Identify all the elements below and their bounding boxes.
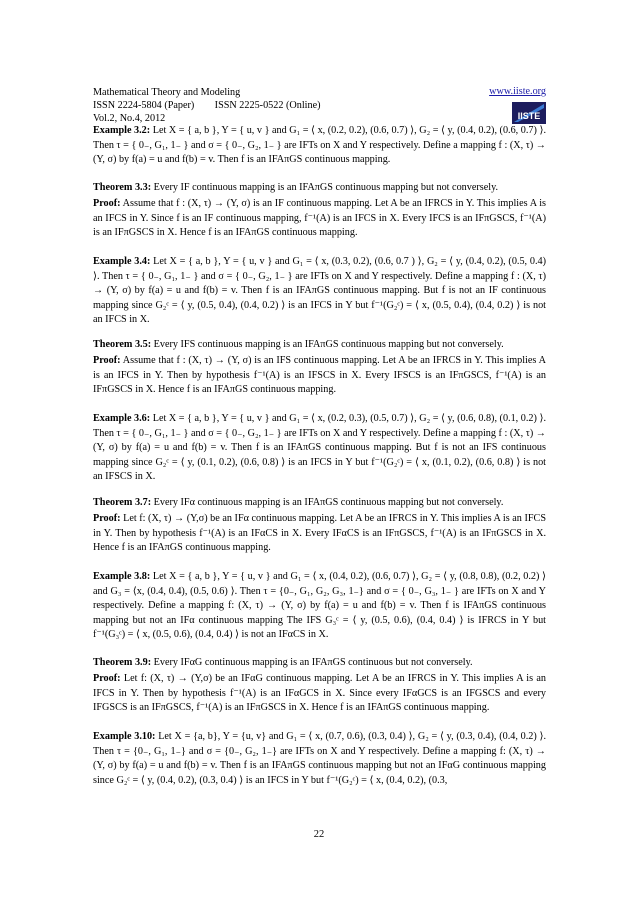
theorem-3-5 <box>93 338 546 353</box>
proof-3-9 <box>93 672 546 716</box>
theorem-3-7 <box>93 496 546 511</box>
issn-line: ISSN 2224-5804 (Paper) ISSN 2225-0522 (Online) <box>93 100 321 111</box>
example-3-10-text: Let X = {a, b}, Y = {u, v} and G₁ = ⟨ x, (0.7, 0.6), (0.3, 0.4) ⟩, G₂ = ⟨ y, (0.3, 0.4), (0.4, 0.2) ⟩. Then τ = {0₋, G₁, 1₋} and σ = {0₋, G₂, 1₋} are IFTs on X and Y respectively. Define a mapping f: (X, τ) → (Y, σ) by f(a) = u and f(b) = v. Then f is an IFAπGS continuous mapping but not an IFαG continuous mapping since G₂ᶜ = ⟨ y, (0.4, 0.2), (0.3, 0.4) ⟩ is an IFCS in Y but f⁻¹(G₂ᶜ) = ⟨ x, (0.4, 0.2), (0.3, <box>93 731 546 786</box>
example-3-8-label: Example 3.8: <box>93 571 151 582</box>
svg-text:IISTE: IISTE <box>517 111 541 121</box>
theorem-3-5-label: Theorem 3.5: <box>93 339 152 350</box>
example-3-6 <box>93 412 546 485</box>
proof-3-9-text: Let f: (X, τ) → (Y,σ) be an IFαG continuous mapping. Let A be an IFRCS in Y. This implies A is an IFCS in Y. Then by hypothesis f⁻¹(A) is an IFαGCS in X. Since every IFαGCS is an IFGSCS and every IFGSCS is an IFπGSCS, f⁻¹(A) is an IFπGSCS in X. Hence f is an IFAπGS continuous mapping. <box>93 673 546 714</box>
example-3-8 <box>93 570 546 643</box>
example-3-10-label: Example 3.10: <box>93 731 156 742</box>
example-3-2-text: Let X = { a, b }, Y = { u, v } and G₁ = ⟨ x, (0.2, 0.2), (0.6, 0.7) ⟩, G₂ = ⟨ y, (0.4, 0.2), (0.6, 0.7) ⟩. Then τ = { 0₋, G₁, 1₋ } and σ = { 0₋, G₂, 1₋ } are IFTs on X and Y respectively. Define a mapping f : (X, τ) → (Y, σ) by f(a) = u and f(b) = v. Then f is an IFAπGS continuous mapping. <box>93 125 546 166</box>
example-3-2-label: Example 3.2: <box>93 125 151 136</box>
theorem-3-9-label: Theorem 3.9: <box>93 657 152 668</box>
proof-3-9-label: Proof: <box>93 673 121 684</box>
proof-3-7-text: Let f: (X, τ) → (Y,σ) be an IFα continuous mapping. Let A be an IFRCS in Y. This implies A is an IFCS in Y. Then by hypothesis f⁻¹(A) is an IFαCS in X. Every IFαCS is an IFπGSCS, f⁻¹(A) is an IFπGSCS in X. Hence f is an IFAπGS continuous mapping. <box>93 513 546 554</box>
theorem-3-3-text: Every IF continuous mapping is an IFAπGS continuous mapping but not conversely. <box>151 182 499 193</box>
proof-3-3-label: Proof: <box>93 198 121 209</box>
example-3-8-text: Let X = { a, b }, Y = { u, v } and G₁ = ⟨ x, (0.4, 0.2), (0.6, 0.7) ⟩, G₂ = ⟨ y, (0.8, 0.8), (0.2, 0.2) ⟩ and G₃ = ⟨x, (0.4, 0.4), (0.5, 0.6) ⟩. Then τ = {0₋, G₁, G₂, G₃, 1₋} and σ = { 0₋, G₃, 1₋ } are IFTs on X and Y respectively. Define a mapping f: (X, τ) → (Y, σ) by f(a) = u and f(b) = v. Then f is IFAπGS continuous mapping but not an IFα continuous mapping The IFS G₃ᶜ = ⟨ y, (0.5, 0.6), (0.4, 0.4) ⟩ is IFRCS in Y but f⁻¹(G₃ᶜ) = ⟨ x, (0.5, 0.6), (0.4, 0.4) ⟩ is not an IFαCS in X. <box>93 571 546 641</box>
proof-3-3 <box>93 197 546 241</box>
page-number: 22 <box>313 829 325 840</box>
proof-3-5 <box>93 354 546 398</box>
example-3-4 <box>93 255 546 328</box>
theorem-3-3 <box>93 181 546 196</box>
proof-3-7 <box>93 512 546 556</box>
example-3-4-text: Let X = { a, b }, Y = { u, v } and G₁ = ⟨ x, (0.3, 0.2), (0.6, 0.7 ) ⟩, G₂ = ⟨ y, (0.4, 0.2), (0.5, 0.4) ⟩. Then τ = { 0₋, G₁, 1₋ } and σ = { 0₋, G₂, 1₋ } are IFTs on X and Y respectively. Define a mapping f : (X, τ) → (Y, σ) by f(a) = u and f(b) = v. Then f is an IFAπGS continuous mapping. But f is not an IF continuous mapping since G₂ᶜ = ⟨ y, (0.5, 0.4), (0.4, 0.2) ⟩ is an IFCS in Y but f⁻¹(G₂ᶜ) = ⟨ x, (0.5, 0.4), (0.4, 0.2) ⟩ is not an IFCS in X. <box>93 256 546 326</box>
example-3-10 <box>93 730 546 788</box>
example-3-6-label: Example 3.6: <box>93 413 151 424</box>
theorem-3-3-label: Theorem 3.3: <box>93 182 152 193</box>
example-3-6-text: Let X = { a, b }, Y = { u, v } and G₁ = ⟨ x, (0.2, 0.3), (0.5, 0.7) ⟩, G₂ = ⟨ y, (0.6, 0.8), (0.1, 0.2) ⟩. Then τ = { 0₋, G₁, 1₋ } and σ = { 0₋, G₂, 1₋ } are IFTs on X and Y respectively. Define a mapping f : (X, τ) → (Y, σ) by f(a) = u and f(b) = v. Then f is an IFAπGS continuous mapping. But f is not an IFS continuous mapping since G₂ᶜ = ⟨ y, (0.1, 0.2), (0.6, 0.8) ⟩ is an IFCS in Y but f⁻¹(G₂ᶜ) = ⟨ x, (0.1, 0.2), (0.6, 0.8) ⟩ is not an IFSCS in X. <box>93 413 546 483</box>
theorem-3-9-text: Every IFαG continuous mapping is an IFAπGS continuous but not conversely. <box>151 657 473 668</box>
example-3-2 <box>93 124 546 168</box>
theorem-3-5-text: Every IFS continuous mapping is an IFAπGS continuous mapping but not conversely. <box>151 339 504 350</box>
example-3-4-label: Example 3.4: <box>93 256 151 267</box>
proof-3-7-label: Proof: <box>93 513 121 524</box>
proof-3-5-label: Proof: <box>93 355 121 366</box>
volume-line: Vol.2, No.4, 2012 <box>93 113 166 124</box>
theorem-3-7-text: Every IFα continuous mapping is an IFAπGS continuous mapping but not conversely. <box>151 497 504 508</box>
theorem-3-7-label: Theorem 3.7: <box>93 497 152 508</box>
proof-3-3-text: Assume that f : (X, τ) → (Y, σ) is an IF continuous mapping. Let A be an IFRCS in Y. This implies A is an IFCS in Y. Since f is an IF continuous mapping, f⁻¹(A) is an IFCS in X. Every IFCS is an IFπGSCS, f⁻¹(A) is an IFπGSCS in X. Hence f is an IFAπGS continuous mapping. <box>93 198 546 239</box>
journal-url-link[interactable]: www.iiste.org <box>489 86 546 97</box>
theorem-3-9 <box>93 656 546 671</box>
journal-title: Mathematical Theory and Modeling <box>93 87 241 98</box>
iiste-logo <box>512 100 546 126</box>
proof-3-5-text: Assume that f : (X, τ) → (Y, σ) is an IFS continuous mapping. Let A be an IFRCS in Y. This implies A is an IFCS in Y. Then by hypothesis f⁻¹(A) is an IFSCS in X. Every IFSCS is an IFπGSCS, f⁻¹(A) is an IFπGSCS in X. Hence f is an IFAπGS continuous mapping. <box>93 355 546 396</box>
